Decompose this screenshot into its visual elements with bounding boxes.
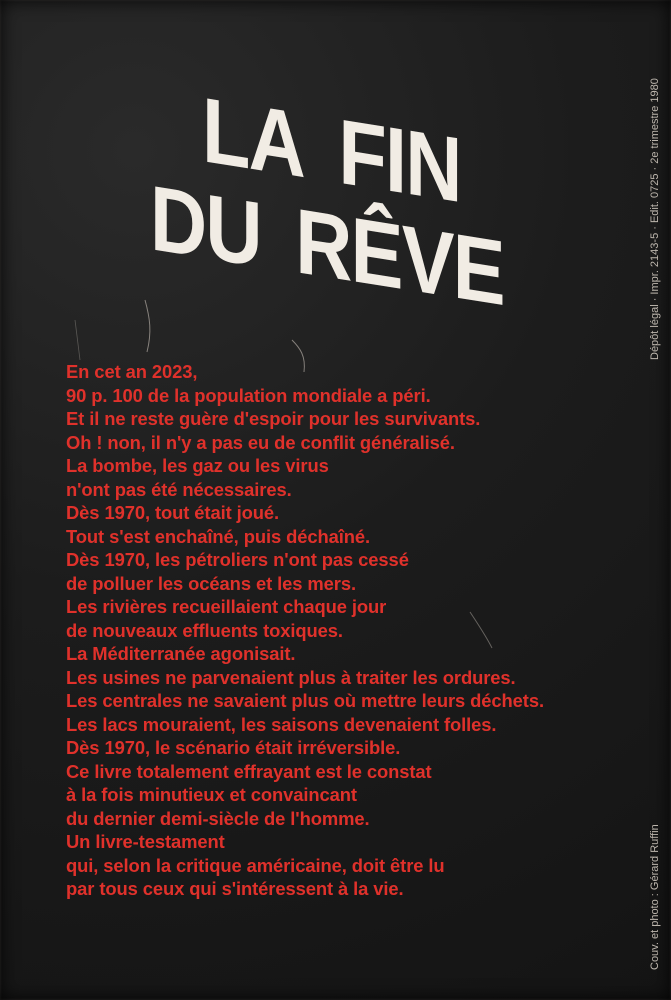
blurb-line: Tout s'est enchaîné, puis déchaîné. (66, 525, 371, 547)
cover-photo-credit: Couv. et photo : Gérard Ruffin (649, 824, 661, 970)
blurb-line: Et il ne reste guère d'espoir pour les survivants. (66, 408, 481, 429)
blurb-line: Ce livre totalement effrayant est le constat (66, 760, 432, 782)
blurb-line: Dès 1970, tout était joué. (66, 502, 280, 523)
blurb-line: Oh ! non, il n'y a pas eu de conflit généralisé. (66, 431, 455, 453)
blurb-line: Dès 1970, les pétroliers n'ont pas cessé (66, 549, 409, 570)
blurb-line: 90 p. 100 de la population mondiale a péri. (66, 384, 431, 406)
blurb-line: La Méditerranée agonisait. (66, 643, 296, 664)
title-word-fin: FIN (338, 100, 461, 222)
title-word-du: DU (150, 167, 261, 287)
blurb-line: Un livre-testament (66, 831, 225, 852)
blurb-line: n'ont pas été nécessaires. (66, 478, 292, 500)
legal-deposit-note: Dépôt légal · Impr. 2143-5 · Edit. 0725 · 2e trimestre 1980 (649, 78, 661, 360)
blurb-line: Les centrales ne savaient plus où mettre leurs déchets. (66, 690, 544, 711)
blurb-line: Les usines ne parvenaient plus à traiter les ordures. (66, 666, 516, 688)
blurb-line: La bombe, les gaz ou les virus (66, 455, 329, 476)
blurb-line: de polluer les océans et les mers. (66, 572, 356, 594)
blurb-text (66, 360, 626, 901)
blurb-line: par tous ceux qui s'intéressent à la vie. (66, 878, 404, 899)
blurb-line: En cet an 2023, (66, 361, 198, 382)
title-word-reve: RÊVE (295, 190, 504, 326)
blurb-line: Les lacs mouraient, les saisons devenaient folles. (66, 713, 497, 735)
title-word-la: LA (202, 79, 305, 198)
blurb-line: qui, selon la critique américaine, doit être lu (66, 854, 445, 876)
blurb-line: Les rivières recueillaient chaque jour (66, 596, 387, 617)
blurb-line: à la fois minutieux et convaincant (66, 784, 357, 805)
blurb-line: Dès 1970, le scénario était irréversible. (66, 737, 401, 758)
blurb-line: du dernier demi-siècle de l'homme. (66, 807, 370, 829)
blurb-line: de nouveaux effluents toxiques. (66, 619, 343, 641)
book-title (150, 78, 590, 378)
